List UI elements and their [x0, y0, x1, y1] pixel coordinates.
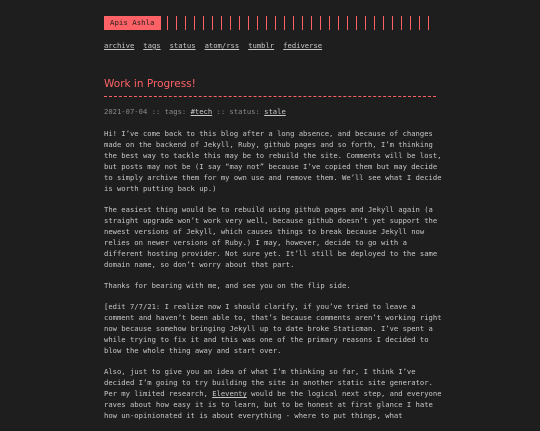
header-bar	[239, 16, 240, 30]
text-line: raves about how easy it is to learn, but to be honest at first glance I hate	[104, 400, 433, 409]
text-line: is worth putting back up.)	[104, 184, 217, 193]
text-line: The easiest thing would be to rebuild using github pages and Jekyll again (a	[104, 205, 433, 214]
header-bar	[374, 16, 375, 30]
nav-status[interactable]: status	[169, 41, 196, 50]
header-bar	[167, 16, 168, 30]
text-line: Thanks for bearing with me, and see you on the flip side.	[104, 281, 351, 290]
nav-fediverse[interactable]: fediverse	[283, 41, 323, 50]
post-content	[104, 128, 442, 431]
header-bar	[392, 16, 393, 30]
text-line: newest versions of Jekyll, which causes things to break because Jekyll now	[104, 227, 425, 236]
meta-separator: :: status:	[212, 107, 265, 116]
header-bar	[419, 16, 420, 30]
nav-tags[interactable]: tags	[143, 41, 161, 50]
post-meta	[104, 106, 286, 117]
header-bar	[428, 16, 429, 30]
text-line: how un-opinionated it is about everything - where to put things, what	[104, 411, 403, 420]
text-line: different hosting provider. Not sure yet. It’ll still be deployed to the same	[104, 249, 438, 258]
paragraph-3	[104, 280, 438, 291]
nav-atom-rss[interactable]: atom/rss	[204, 41, 240, 50]
header-bar	[275, 16, 276, 30]
text-line: comment and haven’t been able to, that’s because comments aren’t working right	[104, 313, 442, 322]
post-tag-link[interactable]: #tech	[190, 107, 213, 116]
text-line: straight upgrade won’t work very well, because github doesn’t yet support the	[104, 216, 438, 225]
title-divider	[104, 96, 436, 97]
header-bar	[212, 16, 213, 30]
post-title: Work in Progress!	[104, 78, 196, 90]
paragraph-4	[104, 301, 442, 356]
header-bar	[338, 16, 339, 30]
post-status-link[interactable]: stale	[264, 107, 286, 116]
header-bar	[284, 16, 285, 30]
site-header	[104, 16, 429, 30]
header-bar	[383, 16, 384, 30]
post-date: 2021-07-04	[104, 107, 148, 116]
text-line: but posts may not be (I say “may not” because I’ve copied them but may decide	[104, 162, 438, 171]
header-bar	[257, 16, 258, 30]
header-bar	[347, 16, 348, 30]
header-bar	[401, 16, 402, 30]
text-line: Also, just to give you an idea of what I’m thinking so far, I think I’ve	[104, 367, 416, 376]
header-decoration	[167, 16, 429, 30]
header-bar	[176, 16, 177, 30]
paragraph-5	[104, 366, 442, 421]
text-line: to simply archive them for my own use and remove them. We’ll see what I decide	[104, 173, 442, 182]
meta-separator: :: tags:	[147, 107, 191, 116]
header-bar	[365, 16, 366, 30]
header-bar	[329, 16, 330, 30]
text-line: relies on newer versions of Ruby.) I may, however, decide to go with a	[104, 238, 407, 247]
text-line: [edit 7/7/21: I realize now I should clarify, if you’ve tried to leave a	[104, 302, 416, 311]
header-bar	[410, 16, 411, 30]
header-bar	[356, 16, 357, 30]
text-line: the best way to tackle this may be to rebuild the site. Comments will be lost,	[104, 151, 442, 160]
header-bar	[302, 16, 303, 30]
text-line: blow the whole thing away and start over.	[104, 346, 282, 355]
text-line: domain name, so don’t worry about that part.	[104, 260, 295, 269]
text-line: now because somehow bringing Jekyll up to date broke Staticman. I’ve spent a	[104, 324, 433, 333]
text-line: Hi! I’ve come back to this blog after a long absence, and because of changes	[104, 129, 433, 138]
paragraph-1	[104, 128, 442, 194]
text-line: would be the logical next step, and everyone	[246, 389, 442, 398]
header-bar	[221, 16, 222, 30]
eleventy-link[interactable]: Eleventy	[212, 389, 247, 398]
nav-archive[interactable]: archive	[104, 41, 135, 50]
header-bar	[203, 16, 204, 30]
header-bar	[266, 16, 267, 30]
header-bar	[230, 16, 231, 30]
text-line: Per my limited research,	[104, 389, 213, 398]
header-bar	[248, 16, 249, 30]
header-bar	[194, 16, 195, 30]
header-bar	[311, 16, 312, 30]
header-bar	[293, 16, 294, 30]
nav-tumblr[interactable]: tumblr	[248, 41, 275, 50]
site-logo[interactable]: Apis Ashla	[104, 16, 161, 30]
paragraph-2	[104, 204, 438, 270]
text-line: decided I’m going to try building the site in another static site generator.	[104, 378, 433, 387]
header-bar	[320, 16, 321, 30]
text-line: made on the backend of Jekyll, Ruby, github pages and so forth, I’m thinking	[104, 140, 433, 149]
header-bar	[185, 16, 186, 30]
main-nav	[104, 40, 322, 51]
text-line: while trying to fix it and this was one of the primary reasons I decided to	[104, 335, 429, 344]
